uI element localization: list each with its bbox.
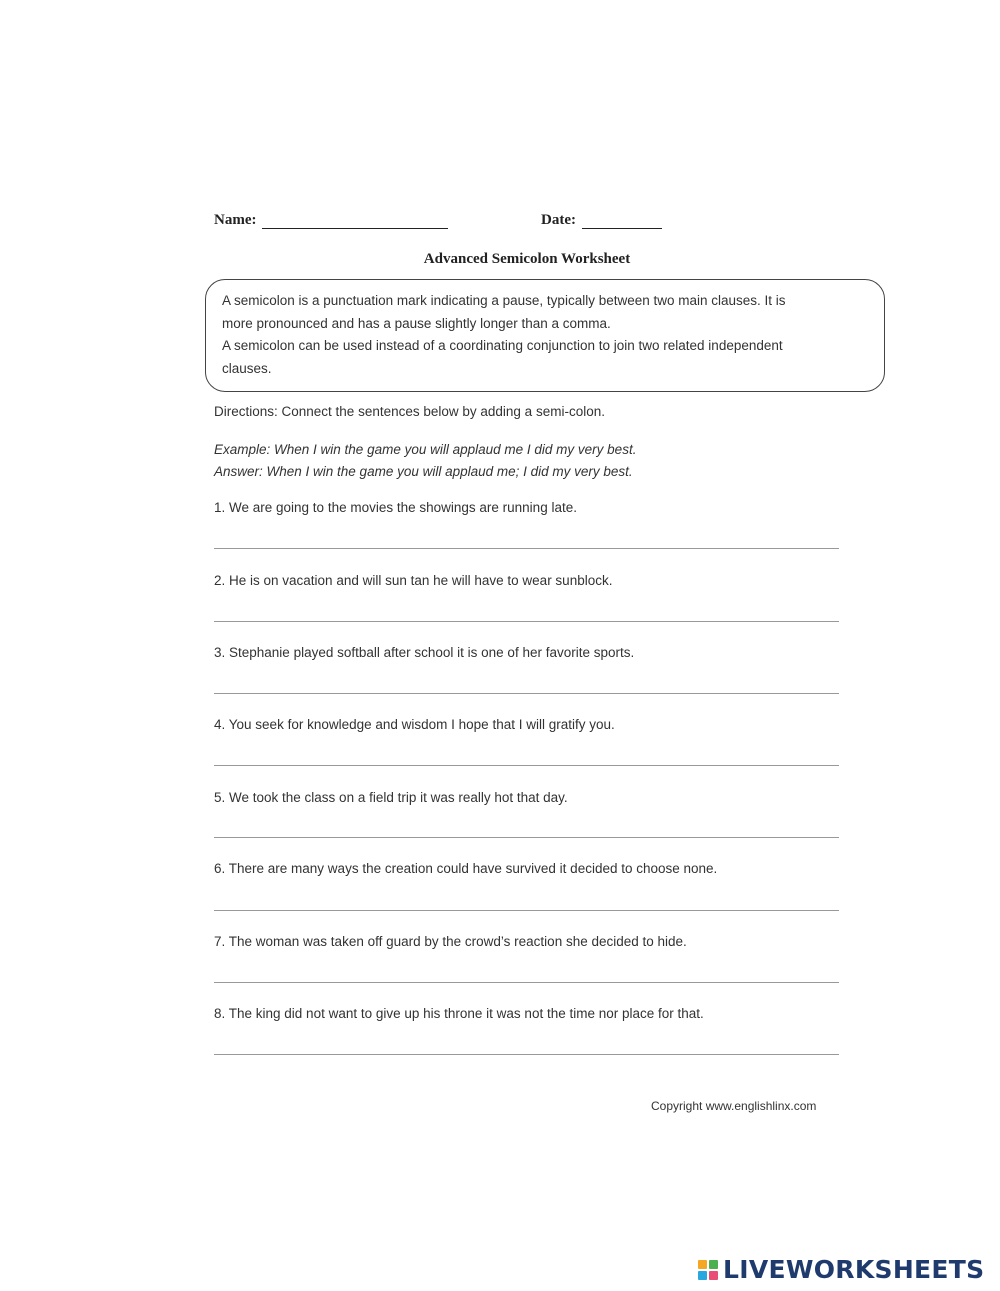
answer-line-1[interactable] [214, 548, 839, 549]
logo-square [698, 1260, 707, 1269]
copyright-text: Copyright www.englishlinx.com [651, 1099, 817, 1113]
name-blank-line[interactable] [262, 214, 448, 229]
example-answer: Answer: When I win the game you will applaud me; I did my very best. [214, 464, 633, 479]
answer-line-7[interactable] [214, 982, 839, 983]
date-label: Date: [541, 212, 576, 228]
question-3: 3. Stephanie played softball after school it is one of her favorite sports. [214, 645, 635, 660]
answer-line-4[interactable] [214, 765, 839, 766]
answer-line-6[interactable] [214, 910, 839, 911]
definition-line: clauses. [222, 360, 272, 376]
question-6: 6. There are many ways the creation could have survived it decided to choose none. [214, 861, 718, 876]
question-5: 5. We took the class on a field trip it was really hot that day. [214, 790, 568, 805]
logo-square [698, 1271, 707, 1280]
directions: Directions: Connect the sentences below by adding a semi-colon. [214, 404, 605, 419]
question-4: 4. You seek for knowledge and wisdom I hope that I will gratify you. [214, 717, 615, 732]
answer-line-3[interactable] [214, 693, 839, 694]
answer-line-2[interactable] [214, 621, 839, 622]
logo-square [709, 1260, 718, 1269]
name-field[interactable] [214, 212, 448, 229]
date-field[interactable] [541, 212, 662, 229]
date-blank-line[interactable] [582, 214, 662, 229]
question-7: 7. The woman was taken off guard by the crowd’s reaction she decided to hide. [214, 934, 687, 949]
answer-line-5[interactable] [214, 837, 839, 838]
definition-box [205, 279, 885, 392]
definition-line: A semicolon can be used instead of a coordinating conjunction to join two related independent [222, 338, 783, 353]
liveworksheets-wordmark: LIVEWORKSHEETS [723, 1255, 985, 1284]
example-sentence: Example: When I win the game you will applaud me I did my very best. [214, 442, 637, 457]
worksheet-title: Advanced Semicolon Worksheet [423, 251, 631, 267]
liveworksheets-brand[interactable] [698, 1257, 984, 1282]
logo-square [709, 1271, 718, 1280]
name-label: Name: [214, 212, 257, 228]
definition-line: A semicolon is a punctuation mark indicating a pause, typically between two main clauses. It is [222, 293, 786, 308]
question-8: 8. The king did not want to give up his throne it was not the time nor place for that. [214, 1006, 704, 1021]
liveworksheets-logo-icon [698, 1260, 718, 1280]
definition-line: more pronounced and has a pause slightly longer than a comma. [222, 315, 611, 331]
answer-line-8[interactable] [214, 1054, 839, 1055]
question-2: 2. He is on vacation and will sun tan he will have to wear sunblock. [214, 573, 613, 588]
question-1: 1. We are going to the movies the showings are running late. [214, 500, 577, 515]
